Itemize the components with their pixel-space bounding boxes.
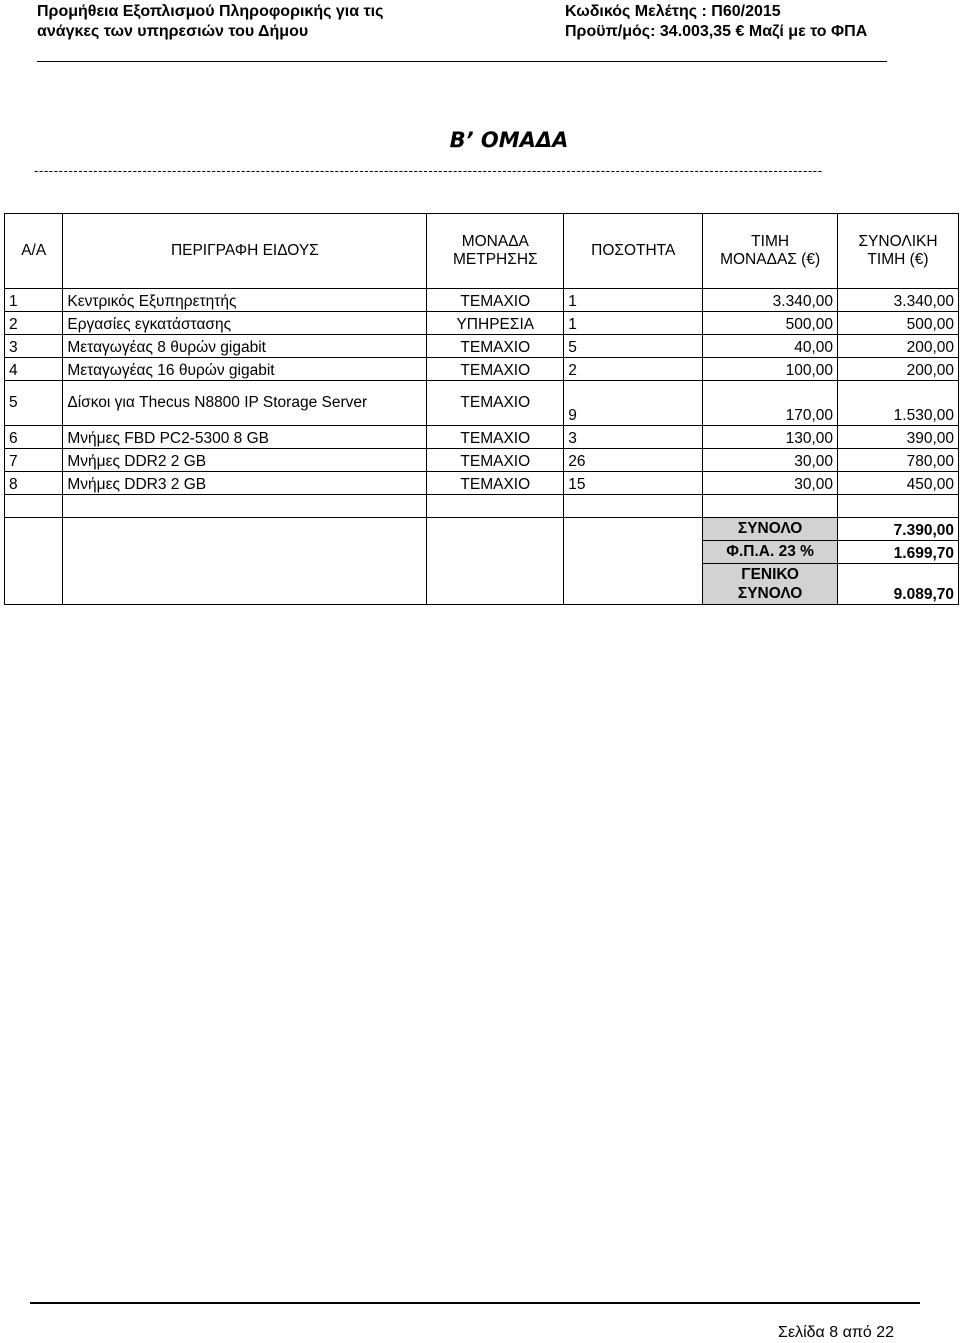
header-unit-price-line1: ΤΙΜΗ	[751, 233, 790, 250]
cell-unit: ΤΕΜΑΧΙΟ	[427, 472, 564, 495]
vat-label: Φ.Π.Α. 23 %	[703, 541, 838, 564]
header-unit-price	[703, 214, 838, 289]
header-unit-line2: ΜΕΤΡΗΣΗΣ	[452, 251, 538, 268]
header-study-info	[565, 2, 867, 42]
table-row	[5, 449, 959, 472]
cell-aa: 4	[5, 358, 63, 381]
table-row	[5, 381, 959, 426]
cell-quantity: 2	[564, 358, 703, 381]
cell-description: Εργασίες εγκατάστασης	[63, 312, 427, 335]
cell-total: 780,00	[838, 449, 959, 472]
cell-unit: ΥΠΗΡΕΣΙΑ	[427, 312, 564, 335]
cell-price: 170,00	[703, 381, 838, 426]
cell-unit: ΤΕΜΑΧΙΟ	[427, 335, 564, 358]
table-header-row	[5, 214, 959, 289]
cell-quantity: 3	[564, 426, 703, 449]
blank-cell	[838, 495, 959, 518]
cell-total: 200,00	[838, 335, 959, 358]
grand-total-label	[703, 564, 838, 605]
table-row	[5, 289, 959, 312]
cell-price: 30,00	[703, 449, 838, 472]
header-project-title-line1: Προμήθεια Εξοπλισμού Πληροφορικής για τις	[37, 3, 384, 20]
table-row	[5, 312, 959, 335]
cell-total: 200,00	[838, 358, 959, 381]
cell-aa: 7	[5, 449, 63, 472]
header-description: ΠΕΡΙΓΡΑΦΗ ΕΙΔΟΥΣ	[63, 214, 427, 289]
cell-price: 130,00	[703, 426, 838, 449]
blank-cell	[5, 518, 63, 605]
header-total	[838, 214, 959, 289]
dashed-separator: ----------------------------------------------------------------------------------------------------------------------------------------------------------------	[34, 163, 823, 178]
subtotal-label: ΣΥΝΟΛΟ	[703, 518, 838, 541]
cell-total: 3.340,00	[838, 289, 959, 312]
blank-cell	[703, 495, 838, 518]
cell-quantity: 15	[564, 472, 703, 495]
grand-total-label-line1: ΓΕΝΙΚΟ	[741, 566, 799, 583]
cell-unit: ΤΕΜΑΧΙΟ	[427, 289, 564, 312]
cell-description: Μεταγωγέας 8 θυρών gigabit	[63, 335, 427, 358]
header-unit-price-line2: ΜΟΝΑΔΑΣ (€)	[720, 251, 821, 268]
blank-cell	[427, 495, 564, 518]
cell-quantity: 5	[564, 335, 703, 358]
cell-unit: ΤΕΜΑΧΙΟ	[427, 449, 564, 472]
header-unit	[427, 214, 564, 289]
header-aa: Α/Α	[5, 214, 63, 289]
cell-description: Μνήμες DDR2 2 GB	[63, 449, 427, 472]
header-unit-line1: ΜΟΝΑΔΑ	[461, 233, 529, 250]
blank-cell	[564, 518, 703, 605]
cell-total: 1.530,00	[838, 381, 959, 426]
table-row	[5, 472, 959, 495]
table-row	[5, 426, 959, 449]
table-row	[5, 358, 959, 381]
cell-quantity: 1	[564, 289, 703, 312]
grand-total-value: 9.089,70	[838, 564, 959, 605]
header-project-title-line2: ανάγκες των υπηρεσιών του Δήμου	[37, 23, 309, 40]
cell-unit: ΤΕΜΑΧΙΟ	[427, 358, 564, 381]
cell-aa: 5	[5, 381, 63, 426]
blank-cell	[5, 495, 63, 518]
cell-total: 450,00	[838, 472, 959, 495]
blank-cell	[63, 518, 427, 605]
header-divider	[37, 61, 887, 62]
cell-aa: 1	[5, 289, 63, 312]
header-project-title	[37, 2, 383, 42]
header-total-line2: ΤΙΜΗ (€)	[867, 251, 929, 268]
table-blank-row	[5, 495, 959, 518]
header-quantity: ΠΟΣΟΤΗΤΑ	[564, 214, 703, 289]
cell-price: 40,00	[703, 335, 838, 358]
cell-price: 100,00	[703, 358, 838, 381]
blank-cell	[564, 495, 703, 518]
header-study-code: Κωδικός Μελέτης : Π60/2015	[565, 3, 781, 20]
summary-subtotal-row	[5, 518, 959, 541]
blank-cell	[63, 495, 427, 518]
cell-description: Δίσκοι για Thecus N8800 IP Storage Server	[63, 381, 427, 426]
page-number: Σελίδα 8 από 22	[778, 1324, 894, 1341]
cell-unit: ΤΕΜΑΧΙΟ	[427, 426, 564, 449]
cell-description: Μεταγωγέας 16 θυρών gigabit	[63, 358, 427, 381]
table-row	[5, 335, 959, 358]
vat-value: 1.699,70	[838, 541, 959, 564]
items-table	[4, 213, 959, 605]
header-total-line1: ΣΥΝΟΛΙΚΗ	[858, 233, 938, 250]
cell-unit: ΤΕΜΑΧΙΟ	[427, 381, 564, 426]
cell-aa: 6	[5, 426, 63, 449]
header-budget: Προϋπ/μός: 34.003,35 € Μαζί με το ΦΠΑ	[565, 23, 868, 40]
cell-price: 3.340,00	[703, 289, 838, 312]
footer-divider	[30, 1302, 920, 1304]
cell-price: 30,00	[703, 472, 838, 495]
grand-total-label-line2: ΣΥΝΟΛΟ	[737, 585, 803, 602]
cell-aa: 2	[5, 312, 63, 335]
cell-total: 390,00	[838, 426, 959, 449]
group-title: Β’ ΟΜΑΔΑ	[449, 128, 569, 152]
cell-aa: 3	[5, 335, 63, 358]
blank-cell	[427, 518, 564, 605]
cell-quantity: 26	[564, 449, 703, 472]
cell-quantity: 1	[564, 312, 703, 335]
cell-description: Μνήμες DDR3 2 GB	[63, 472, 427, 495]
cell-description: Μνήμες FBD PC2-5300 8 GB	[63, 426, 427, 449]
subtotal-value: 7.390,00	[838, 518, 959, 541]
cell-total: 500,00	[838, 312, 959, 335]
cell-quantity: 9	[564, 381, 703, 426]
cell-description: Κεντρικός Εξυπηρετητής	[63, 289, 427, 312]
cell-aa: 8	[5, 472, 63, 495]
cell-price: 500,00	[703, 312, 838, 335]
